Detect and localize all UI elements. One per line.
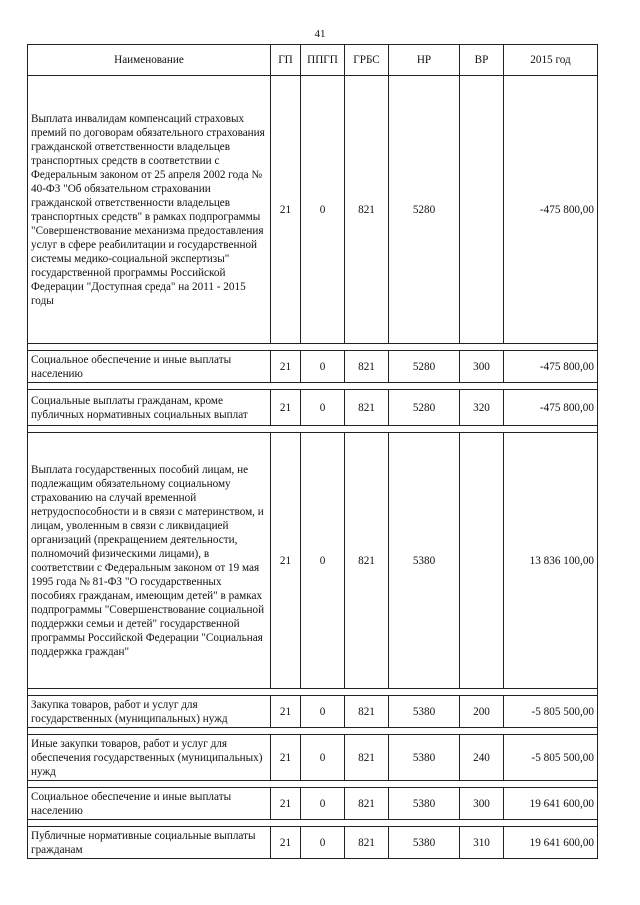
row-ppgp: 0 [301, 696, 345, 728]
row-grbs: 821 [345, 735, 389, 781]
table-row [28, 696, 598, 728]
row-gp: 21 [271, 76, 301, 344]
row-amount: 13 836 100,00 [504, 433, 598, 689]
row-vr: 310 [460, 827, 504, 859]
row-name: Публичные нормативные социальные выплаты гражданам [28, 827, 271, 859]
row-gp: 21 [271, 390, 301, 426]
row-vr: 300 [460, 351, 504, 383]
table-row [28, 390, 598, 426]
row-gp: 21 [271, 351, 301, 383]
row-amount: -475 800,00 [504, 390, 598, 426]
row-nr: 5280 [389, 351, 460, 383]
row-nr: 5280 [389, 76, 460, 344]
row-vr: 200 [460, 696, 504, 728]
row-grbs: 821 [345, 433, 389, 689]
row-gp: 21 [271, 788, 301, 820]
row-name: Социальное обеспечение и иные выплаты населению [28, 351, 271, 383]
row-name: Закупка товаров, работ и услуг для государственных (муниципальных) нужд [28, 696, 271, 728]
row-name: Иные закупки товаров, работ и услуг для обеспечения государственных (муниципальных) нужд [28, 735, 271, 781]
column-header-vr: ВР [460, 45, 504, 76]
row-amount: 19 641 600,00 [504, 788, 598, 820]
column-header-ppgp: ППГП [301, 45, 345, 76]
row-nr: 5380 [389, 827, 460, 859]
row-grbs: 821 [345, 351, 389, 383]
row-separator [28, 344, 598, 351]
row-gp: 21 [271, 735, 301, 781]
row-ppgp: 0 [301, 390, 345, 426]
row-name: Социальное обеспечение и иные выплаты населению [28, 788, 271, 820]
row-ppgp: 0 [301, 433, 345, 689]
row-gp: 21 [271, 827, 301, 859]
table-row [28, 735, 598, 781]
column-header-grbs: ГРБС [345, 45, 389, 76]
row-nr: 5380 [389, 696, 460, 728]
row-nr: 5380 [389, 433, 460, 689]
row-amount: -475 800,00 [504, 351, 598, 383]
row-name: Социальные выплаты гражданам, кроме публичных нормативных социальных выплат [28, 390, 271, 426]
row-name: Выплата государственных пособий лицам, не подлежащим обязательному социальному страхованию на случай временной нетрудоспособности и в связи с материнством, и лицам, уволенным в связи с ликвидацией организаций (прекращением деятельности, полномочий физическими лицами), в соответствии с Федеральным законом от 19 мая 1995 года № 81-ФЗ "О государственных пособиях гражданам, имеющим детей" в рамках подпрограммы "Совершенствование социальной поддержки семьи и детей" государственной программы Российской Федерации "Социальная поддержка граждан" [28, 433, 271, 689]
row-amount: -475 800,00 [504, 76, 598, 344]
column-header-year: 2015 год [504, 45, 598, 76]
row-amount: 19 641 600,00 [504, 827, 598, 859]
table-row [28, 788, 598, 820]
row-grbs: 821 [345, 390, 389, 426]
budget-table [27, 44, 598, 859]
row-nr: 5380 [389, 735, 460, 781]
row-amount: -5 805 500,00 [504, 735, 598, 781]
row-grbs: 821 [345, 696, 389, 728]
row-ppgp: 0 [301, 788, 345, 820]
row-ppgp: 0 [301, 351, 345, 383]
row-nr: 5380 [389, 788, 460, 820]
row-name: Выплата инвалидам компенсаций страховых премий по договорам обязательного страхования гражданской ответственности владельцев транспортных средств в соответствии с Федеральным законом от 25 апреля 2002 года № 40-ФЗ "Об обязательном страховании гражданской ответственности владельцев транспортных средств" в рамках подпрограммы "Совершенствование механизма предоставления услуг в сфере реабилитации и государственной системы медико-социальной экспертизы" государственной программы Российской Федерации "Доступная среда" на 2011 - 2015 годы [28, 76, 271, 344]
row-grbs: 821 [345, 788, 389, 820]
row-separator [28, 689, 598, 696]
row-separator [28, 820, 598, 827]
column-header-nr: НР [389, 45, 460, 76]
row-vr: 320 [460, 390, 504, 426]
row-vr: 240 [460, 735, 504, 781]
row-grbs: 821 [345, 827, 389, 859]
table-row [28, 827, 598, 859]
row-gp: 21 [271, 433, 301, 689]
table-row [28, 433, 598, 689]
row-gp: 21 [271, 696, 301, 728]
column-header-name: Наименование [28, 45, 271, 76]
row-ppgp: 0 [301, 735, 345, 781]
row-vr [460, 433, 504, 689]
row-grbs: 821 [345, 76, 389, 344]
row-separator [28, 781, 598, 788]
table-row [28, 76, 598, 344]
row-ppgp: 0 [301, 76, 345, 344]
row-separator [28, 426, 598, 433]
row-vr: 300 [460, 788, 504, 820]
column-header-gp: ГП [271, 45, 301, 76]
page-number: 41 [314, 28, 326, 40]
table-row [28, 351, 598, 383]
row-ppgp: 0 [301, 827, 345, 859]
row-separator [28, 383, 598, 390]
table-header-row [28, 45, 598, 76]
row-nr: 5280 [389, 390, 460, 426]
row-amount: -5 805 500,00 [504, 696, 598, 728]
row-vr [460, 76, 504, 344]
row-separator [28, 728, 598, 735]
